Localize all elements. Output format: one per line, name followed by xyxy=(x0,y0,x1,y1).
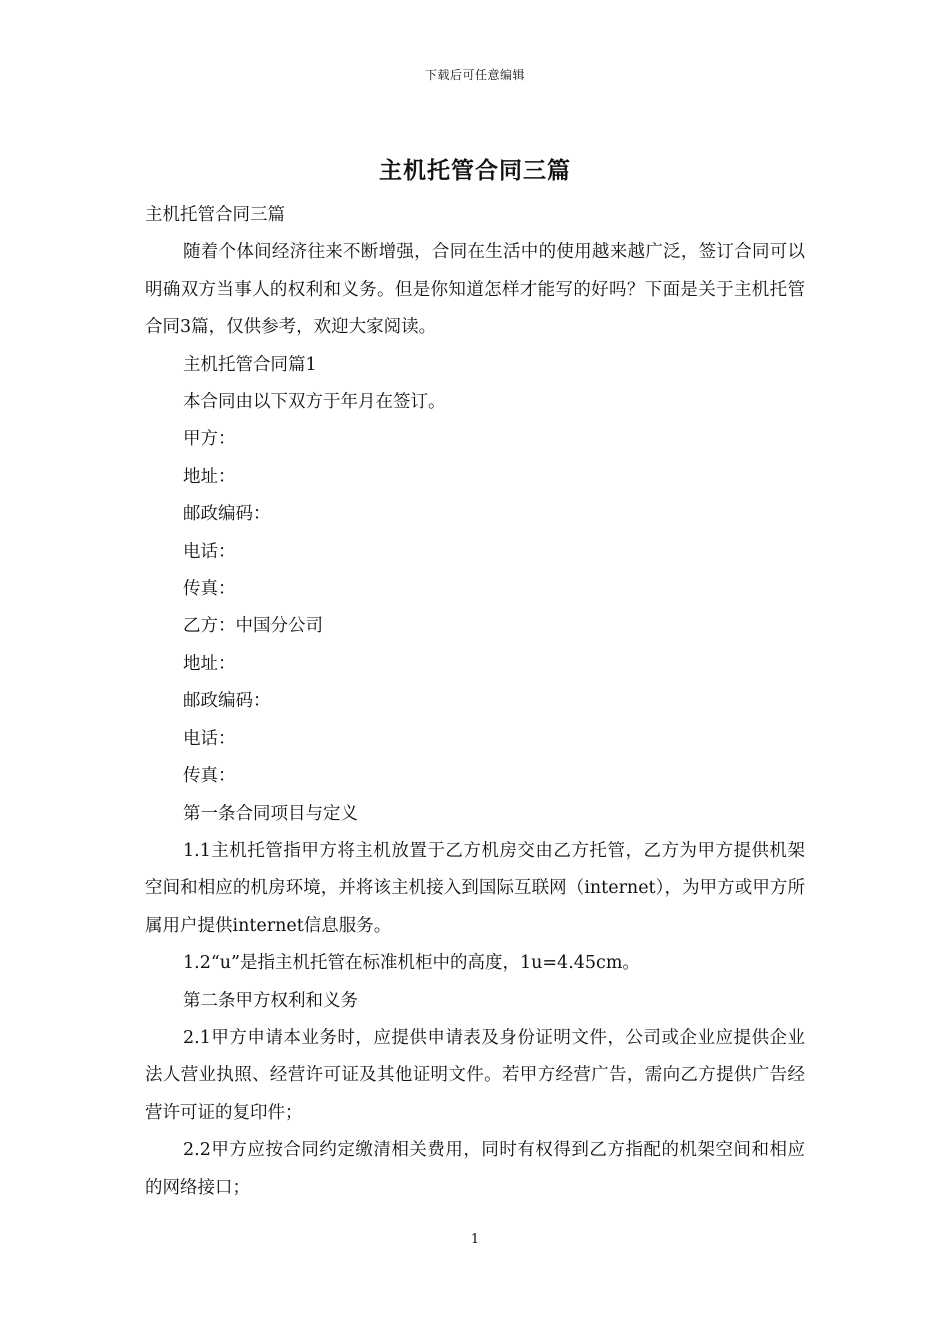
party-b-fax-field: 传真： xyxy=(183,766,236,787)
party-b-address-field: 地址： xyxy=(183,653,236,674)
article-heading: 第一条合同项目与定义 xyxy=(183,803,358,824)
paragraph: 本合同由以下双方于年月在签订。 xyxy=(183,392,446,413)
party-a-field: 甲方： xyxy=(183,429,236,450)
section-heading: 主机托管合同篇1 xyxy=(183,354,317,375)
document-body xyxy=(145,197,805,1207)
party-b-phone-field: 电话： xyxy=(183,728,236,749)
party-a-fax-field: 传真： xyxy=(183,579,236,600)
party-a-address-field: 地址： xyxy=(183,466,236,487)
clause: 1.1主机托管指甲方将主机放置于乙方机房交由乙方托管，乙方为甲方提供机架空间和相应的机房环境，并将该主机接入到国际互联网（internet），为甲方或甲方所属用户提供internet信息服务。 xyxy=(145,840,805,936)
party-b-postcode-field: 邮政编码： xyxy=(183,691,271,712)
clause: 1.2“u”是指主机托管在标准机柜中的高度，1u=4.45cm。 xyxy=(183,953,640,974)
header-note: 下载后可任意编辑 xyxy=(424,68,525,82)
clause: 2.1甲方申请本业务时，应提供申请表及身份证明文件，公司或企业应提供企业法人营业执照、经营许可证及其他证明文件。若甲方经营广告，需向乙方提供广告经营许可证的复印件； xyxy=(145,1027,805,1123)
party-a-postcode-field: 邮政编码： xyxy=(183,504,271,525)
party-a-phone-field: 电话： xyxy=(183,541,236,562)
paragraph: 主机托管合同三篇 xyxy=(145,205,285,225)
document-title: 主机托管合同三篇 xyxy=(379,157,571,184)
paragraph: 随着个体间经济往来不断增强，合同在生活中的使用越来越广泛，签订合同可以明确双方当事人的权利和义务。但是你知道怎样才能写的好吗？下面是关于主机托管合同3篇，仅供参考，欢迎大家阅读。 xyxy=(145,242,805,338)
party-b-field: 乙方：中国分公司 xyxy=(183,616,323,637)
page-number: 1 xyxy=(470,1232,480,1247)
clause: 2.2甲方应按合同约定缴清相关费用，同时有权得到乙方指配的机架空间和相应的网络接口； xyxy=(145,1140,805,1198)
article-heading: 第二条甲方权利和义务 xyxy=(183,990,358,1011)
